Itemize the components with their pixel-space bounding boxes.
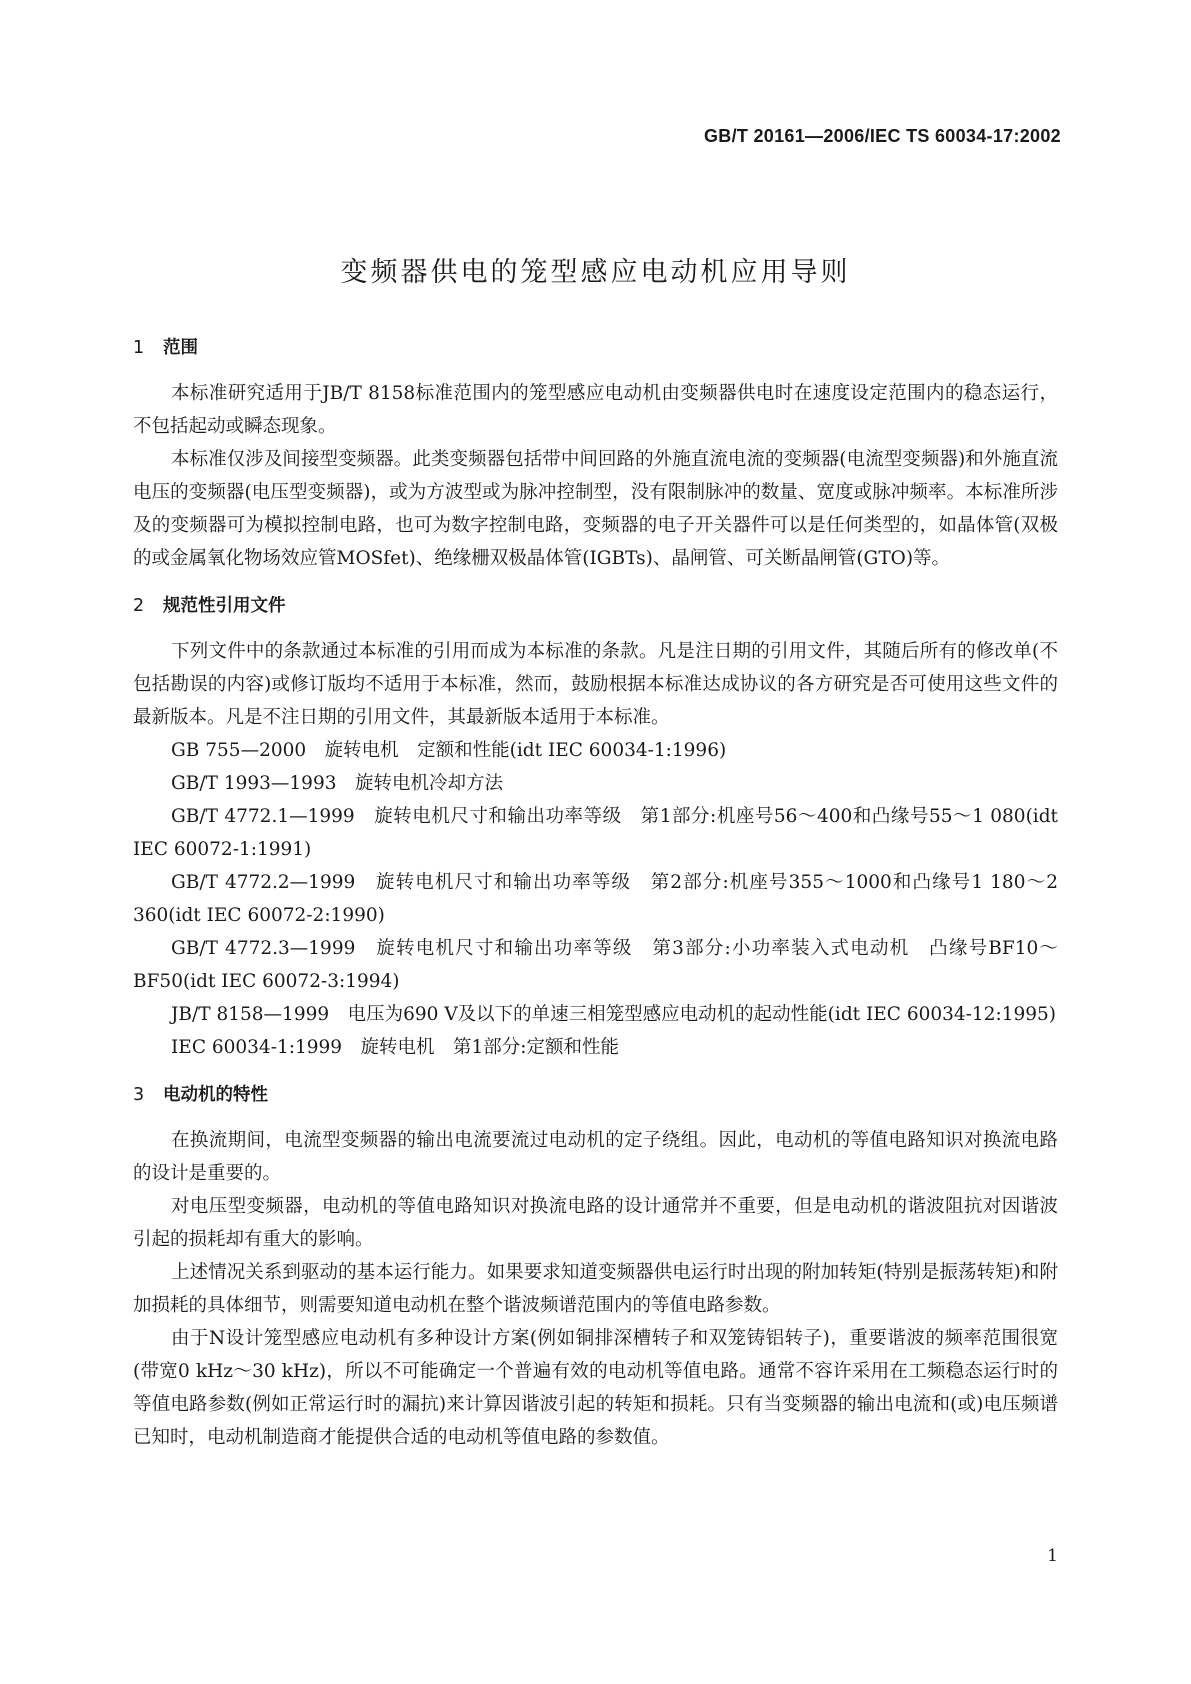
section-2-heading (133, 591, 1058, 621)
reference-item: GB/T 4772.2—1999 旋转电机尺寸和输出功率等级 第2部分:机座号355～1000和凸缘号1 180～2 360(idt IEC 60072-2:1990) (133, 872, 1058, 926)
document-body (133, 333, 1058, 1454)
section-title: 电动机的特性 (163, 1085, 268, 1105)
document-title: 变频器供电的笼型感应电动机应用导则 (340, 257, 851, 289)
reference-item: GB/T 1993—1993 旋转电机冷却方法 (171, 773, 503, 794)
section-number: 2 (133, 596, 145, 616)
paragraph: 对电压型变频器，电动机的等值电路知识对换流电路的设计通常并不重要，但是电动机的谐波阻抗对因谐波引起的损耗却有重大的影响。 (133, 1196, 1058, 1250)
paragraph: 上述情况关系到驱动的基本运行能力。如果要求知道变频器供电运行时出现的附加转矩(特别是振荡转矩)和附加损耗的具体细节，则需要知道电动机在整个谐波频谱范围内的等值电路参数。 (133, 1262, 1058, 1316)
section-number: 3 (133, 1085, 145, 1105)
paragraph: 由于N设计笼型感应电动机有多种设计方案(例如铜排深槽转子和双笼铸铝转子)，重要谐波的频率范围很宽(带宽0 kHz～30 kHz)，所以不可能确定一个普遍有效的电动机等值电路。通常不容许采用在工频稳态运行时的等值电路参数(例如正常运行时的漏抗)来计算因谐波引起的转矩和损耗。只有当变频器的输出电流和(或)电压频谱已知时，电动机制造商才能提供合适的电动机等值电路的参数值。 (133, 1328, 1058, 1448)
paragraph: 下列文件中的条款通过本标准的引用而成为本标准的条款。凡是注日期的引用文件，其随后所有的修改单(不包括勘误的内容)或修订版均不适用于本标准，然而，鼓励根据本标准达成协议的各方研究是否可使用这些文件的最新版本。凡是不注日期的引用文件，其最新版本适用于本标准。 (133, 641, 1058, 728)
reference-item: JB/T 8158—1999 电压为690 V及以下的单速三相笼型感应电动机的起动性能(idt IEC 60034-12:1995) (171, 1004, 1056, 1025)
standard-code: GB/T 20161—2006/IEC TS 60034-17:2002 (703, 126, 1061, 146)
section-number: 1 (133, 338, 145, 358)
section-1-heading (133, 333, 1058, 363)
paragraph: 在换流期间，电流型变频器的输出电流要流过电动机的定子绕组。因此，电动机的等值电路知识对换流电路的设计是重要的。 (133, 1130, 1058, 1184)
reference-item: IEC 60034-1:1999 旋转电机 第1部分:定额和性能 (171, 1037, 620, 1058)
section-title: 规范性引用文件 (163, 596, 286, 616)
paragraph: 本标准研究适用于JB/T 8158标准范围内的笼型感应电动机由变频器供电时在速度设定范围内的稳态运行，不包括起动或瞬态现象。 (133, 383, 1058, 437)
reference-item: GB 755—2000 旋转电机 定额和性能(idt IEC 60034-1:1996) (171, 740, 727, 761)
page-number: 1 (1047, 1546, 1058, 1566)
reference-item: GB/T 4772.3—1999 旋转电机尺寸和输出功率等级 第3部分:小功率装入式电动机 凸缘号BF10～BF50(idt IEC 60072-3:1994) (133, 938, 1058, 992)
reference-item: GB/T 4772.1—1999 旋转电机尺寸和输出功率等级 第1部分:机座号56～400和凸缘号55～1 080(idt IEC 60072-1:1991) (133, 806, 1058, 860)
section-3-heading (133, 1080, 1058, 1110)
paragraph: 本标准仅涉及间接型变频器。此类变频器包括带中间回路的外施直流电流的变频器(电流型变频器)和外施直流电压的变频器(电压型变频器)，或为方波型或为脉冲控制型，没有限制脉冲的数量、宽度或脉冲频率。本标准所涉及的变频器可为模拟控制电路，也可为数字控制电路，变频器的电子开关器件可以是任何类型的，如晶体管(双极的或金属氧化物场效应管MOSfet)、绝缘栅双极晶体管(IGBTs)、晶闸管、可关断晶闸管(GTO)等。 (133, 449, 1058, 569)
section-title: 范围 (163, 338, 198, 358)
